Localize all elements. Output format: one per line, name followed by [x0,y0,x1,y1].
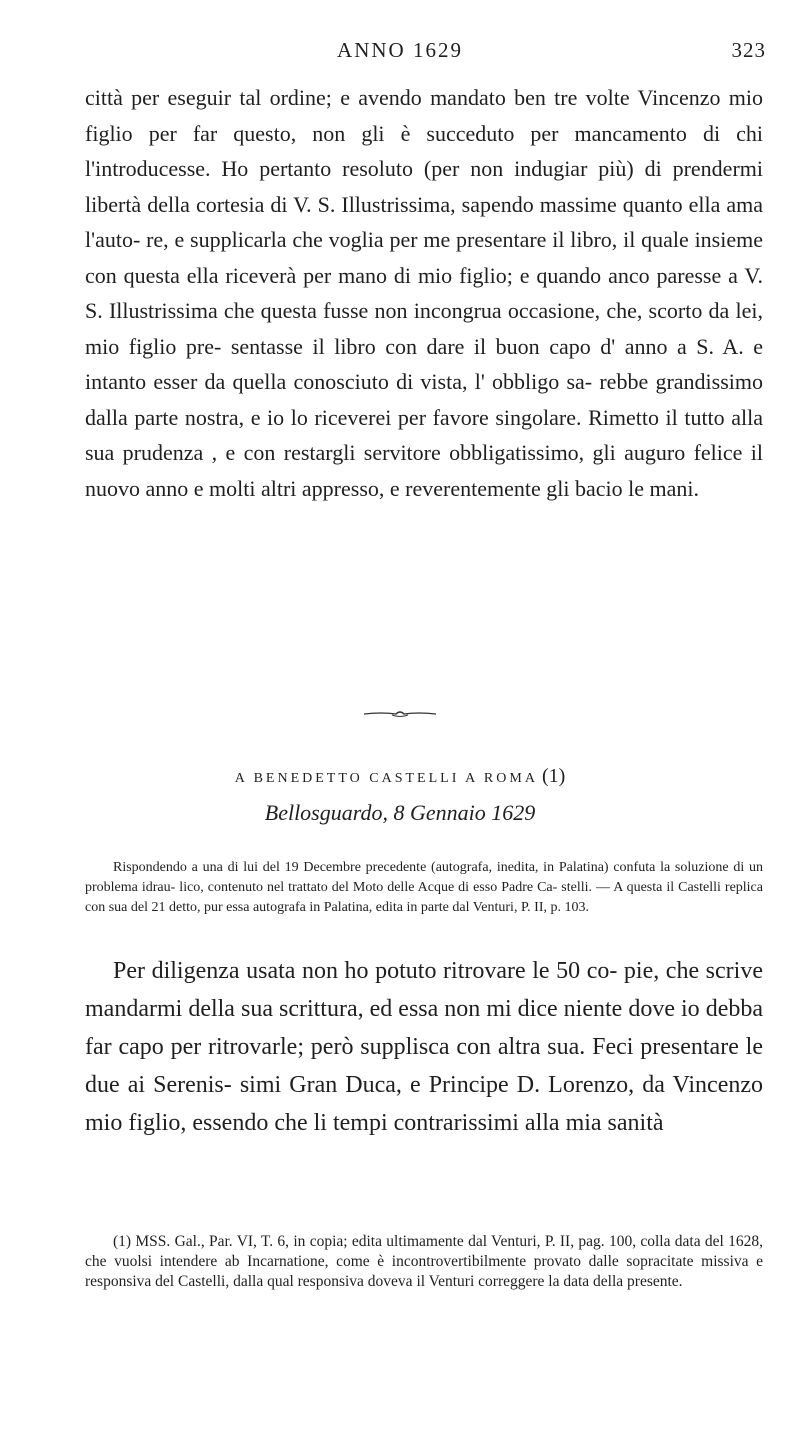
letter-body [85,928,763,1166]
section-divider-ornament [0,709,800,721]
footnote-reference: (1) [541,765,566,787]
page-number: 323 [731,38,766,62]
page-header [0,38,800,68]
body-paragraph: città per eseguir tal ordine; e avendo mandato ben tre volte Vincenzo mio figlio per far questo, non gli è succeduto per mancamento di chi l'introducesse. Ho pertanto resoluto (per non indugiar più) di prendermi libertà della cortesia di V. S. Illustrissima, sapendo massime quanto ella ama l'auto- re, e supplicarla che voglia per me presentare il libro, il quale insieme con questa ella riceverà per mano di mio figlio; e quando anco paresse a V. S. Illustrissima che questa fusse non incongrua occasione, che, scorto da lei, mio figlio pre- sentasse il libro con dare il buon capo d' anno a S. A. e intanto esser da quella conosciuto di vista, l' obbligo sa- rebbe grandissimo dalla parte nostra, e io lo riceverei per favore singolare. Rimetto il tutto alla sua prudenza , e con restargli servitore obbligatissimo, gli auguro felice il nuovo anno e molti altri appresso, e reverentemente gli bacio le mani. [85,85,763,501]
letter-heading [0,765,800,788]
letter-addressee: A BENEDETTO CASTELLI A ROMA [234,771,538,786]
editorial-note-text: Rispondendo a una di lui del 19 Decembre precedente (autografa, inedita, in Palatina) confuta la soluzione di un problema idrau- lico, contenuto nel trattato del Moto delle Acque di esso Padre Ca- stelli. — A questa il Castelli replica con sua del 21 detto, pur essa autografa in Palatina, edita in parte dal Venturi, P. II, p. 103. [85,860,763,915]
running-head: ANNO 1629 [337,38,463,62]
ornament-flourish-icon [362,709,438,719]
footnote-text: (1) MSS. Gal., Par. VI, T. 6, in copia; edita ultimamente dal Venturi, P. II, pag. 100, colla data del 1628, che vuolsi intendere ab Incarnatione, come è incontrovertibilmente provato dalle sopracitate missiva e responsiva del Castelli, dalla qual responsiva doveva il Venturi correggere la data della presente. [85,1232,763,1290]
letter-dateline: Bellosguardo, 8 Gennaio 1629 [264,800,536,825]
editorial-note [85,844,763,932]
letter-body-text: Per diligenza usata non ho potuto ritrovare le 50 co- pie, che scrive mandarmi della sua scrittura, ed essa non mi dice niente dove io debba far capo per ritrovarle; però supplisca con altra sua. Feci presentare le due ai Serenis- simi Gran Duca, e Principe D. Lorenzo, da Vincenzo mio figlio, essendo che li tempi contrarissimi alla mia sanità [85,958,763,1136]
footnote [85,1216,763,1307]
body-text [85,80,763,506]
